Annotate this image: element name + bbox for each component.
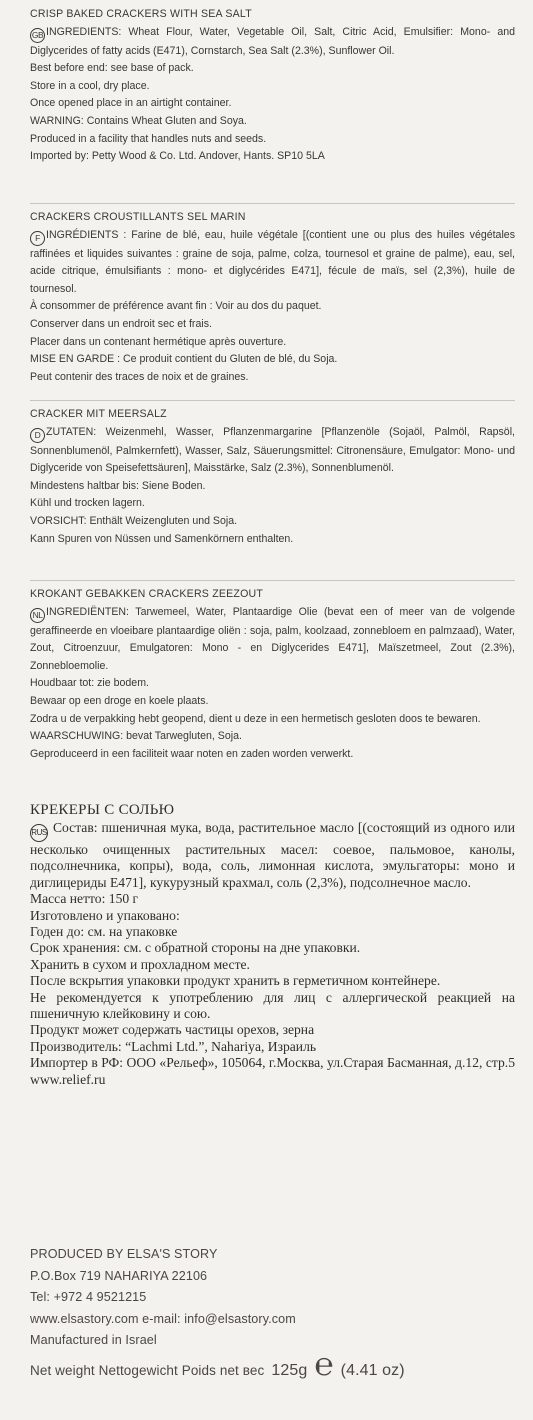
section-title: CRACKERS CROUSTILLANTS SEL MARIN — [30, 211, 246, 223]
info-line: Houdbaar tot: zie bodem. — [30, 677, 149, 690]
importer-line: Импортер в РФ: ООО «Рельеф», 105064, г.Москва, ул.Старая Басманная, д.12, стр.5 www.relief.ru — [30, 1055, 515, 1087]
importer-line: Imported by: Petty Wood & Co. Ltd. Andover, Hants. SP10 5LA — [30, 150, 325, 163]
info-line: Kühl und trocken lagern. — [30, 497, 145, 510]
warning-line: MISE EN GARDE : Ce produit contient du Gluten de blé, du Soja. — [30, 353, 338, 366]
weight-value: 125g — [271, 1361, 308, 1379]
producer-name: PRODUCED BY ELSA'S STORY — [30, 1247, 218, 1261]
weight-oz: (4.41 oz) — [340, 1361, 405, 1379]
country-badge: RUS — [30, 824, 48, 842]
producer-phone: Tel: +972 4 9521215 — [30, 1290, 147, 1304]
divider — [30, 400, 515, 401]
info-line: Хранить в сухом и прохладном месте. — [30, 956, 250, 972]
net-weight — [30, 1345, 515, 1382]
info-line: Срок хранения: см. с обратной стороны на дне упаковки. — [30, 940, 361, 956]
section-dutch — [30, 586, 515, 763]
warning-line: WARNING: Contains Wheat Gluten and Soya. — [30, 114, 247, 127]
origin-line: Manufactured in Israel — [30, 1333, 157, 1347]
country-badge: D — [30, 428, 45, 443]
weight-labels: Net weight Nettogewicht Poids net вес — [30, 1362, 265, 1378]
ingredients-text — [30, 424, 515, 478]
info-line: После вскрытия упаковки продукт хранить в герметичном контейнере. — [30, 973, 441, 989]
producer-footer — [30, 1244, 515, 1381]
info-line: Годен до: см. на упаковке — [30, 924, 178, 940]
info-line: Bewaar op een droge en koele plaats. — [30, 694, 209, 707]
info-line: Store in a cool, dry place. — [30, 79, 150, 92]
info-line: Once opened place in an airtight container. — [30, 97, 232, 110]
ingredients-text — [30, 604, 515, 676]
divider — [30, 580, 515, 581]
info-line: Zodra u de verpakking hebt geopend, dient u deze in een hermetisch gesloten doos te bewaren. — [30, 712, 481, 725]
section-title: КРЕКЕРЫ С СОЛЬЮ — [30, 802, 175, 818]
ingredients-text — [30, 820, 515, 891]
manufacturer-line: Производитель: “Lachmi Ltd.”, Nahariya, Израиль — [30, 1038, 317, 1054]
ingredients-body: Состав: пшеничная мука, вода, растительное масло [(состоящий из одного или несколько очищенных растительных масел: соевое, пальмовое, канолы, подсолнечника, копры), вода, соль, лимонная кислота, эмульгаторы: моно и диглицериды E471], кукурузный крахмал, соль (2,3%), подсолнечное масло. — [30, 820, 515, 890]
info-line: Best before end: see base of pack. — [30, 62, 194, 75]
info-line: Peut contenir des traces de noix et de graines. — [30, 370, 249, 383]
info-line: Conserver dans un endroit sec et frais. — [30, 317, 212, 330]
section-title: CRISP BAKED CRACKERS WITH SEA SALT — [30, 8, 252, 20]
info-line: Изготовлено и упаковано: — [30, 907, 180, 923]
ingredients-body: ZUTATEN: Weizenmehl, Wasser, Pflanzenmargarine [Pflanzenöle (Sojaöl, Palmöl, Rapsöl, Sonnenblumenöl, Palmkernfett), Wasser, Salz, Säuerungsmittel: Citronensäure, Emulgator: Mono- und Diglyceride von Speisefettsäuren], Maisstärke, Salz (2.3%), Sonnenblumenöl. — [30, 425, 515, 475]
ingredients-text — [30, 227, 515, 299]
info-line: Produced in a facility that handles nuts and seeds. — [30, 132, 267, 145]
section-title: CRACKER MIT MEERSALZ — [30, 408, 167, 420]
ingredients-body: INGRÉDIENTS : Farine de blé, eau, huile végétale [(contient une ou plus des huiles végétales raffinées et liquides suivantes : graine de soja, palme, colza, tournesol et graine de palme), eau, sel, acide citrique, émulsifiants : mono- et diglycérides E471], fécule de maïs, sel (2,3%), huile de tournesol. — [30, 228, 515, 295]
info-line: Mindestens haltbar bis: Siene Boden. — [30, 479, 206, 492]
producer-web: www.elsastory.com e-mail: info@elsastory.com — [30, 1311, 296, 1326]
section-german — [30, 406, 515, 548]
section-french — [30, 209, 515, 386]
country-badge: NL — [30, 608, 45, 623]
info-line: À consommer de préférence avant fin : Voir au dos du paquet. — [30, 300, 322, 313]
info-line: Kann Spuren von Nüssen und Samenkörnern enthalten. — [30, 532, 294, 545]
country-badge: GB — [30, 28, 45, 43]
section-english — [30, 6, 515, 166]
section-title: KROKANT GEBAKKEN CRACKERS ZEEZOUT — [30, 588, 264, 600]
warning-line: Не рекомендуется к употреблению для лиц с аллергической реакцией на пшеничную клейковину и сою. — [30, 989, 515, 1022]
warning-line: VORSICHT: Enthält Weizengluten und Soja. — [30, 514, 238, 527]
country-badge: F — [30, 231, 45, 246]
warning-line: WAARSCHUWING: bevat Tarwegluten, Soja. — [30, 730, 242, 743]
info-line: Продукт может содержать частицы орехов, зерна — [30, 1022, 315, 1038]
info-line: Масса нетто: 150 г — [30, 891, 139, 907]
divider — [30, 203, 515, 204]
info-line: Placer dans un contenant hermétique après ouverture. — [30, 335, 287, 348]
info-line: Geproduceerd in een faciliteit waar noten en zaden worden verwerkt. — [30, 747, 354, 760]
ingredients-body: INGREDIENTS: Wheat Flour, Water, Vegetable Oil, Salt, Citric Acid, Emulsifier: Mono- and Diglycerides of fatty acids (E471), Cornstarch, Sea Salt (2.3%), Sunflower Oil. — [30, 25, 515, 57]
ingredients-text — [30, 24, 515, 61]
estimated-sign-icon: ℮ — [314, 1345, 334, 1382]
producer-address: P.O.Box 719 NAHARIYA 22106 — [30, 1268, 208, 1283]
ingredients-body: INGREDIËNTEN: Tarwemeel, Water, Plantaardige Olie (bevat een of meer van de volgende geraffineerde en vloeibare plantaardige oliën : soja, palm, koolzaad, zonnebloem en palmzaad), Water, Zout, Citroenzuur, Emulgatoren: Mono - en Diglycerides E471], Maïszetmeel, Zout (2.3%), Zonnebloemolie. — [30, 605, 515, 672]
section-russian — [30, 800, 515, 1088]
